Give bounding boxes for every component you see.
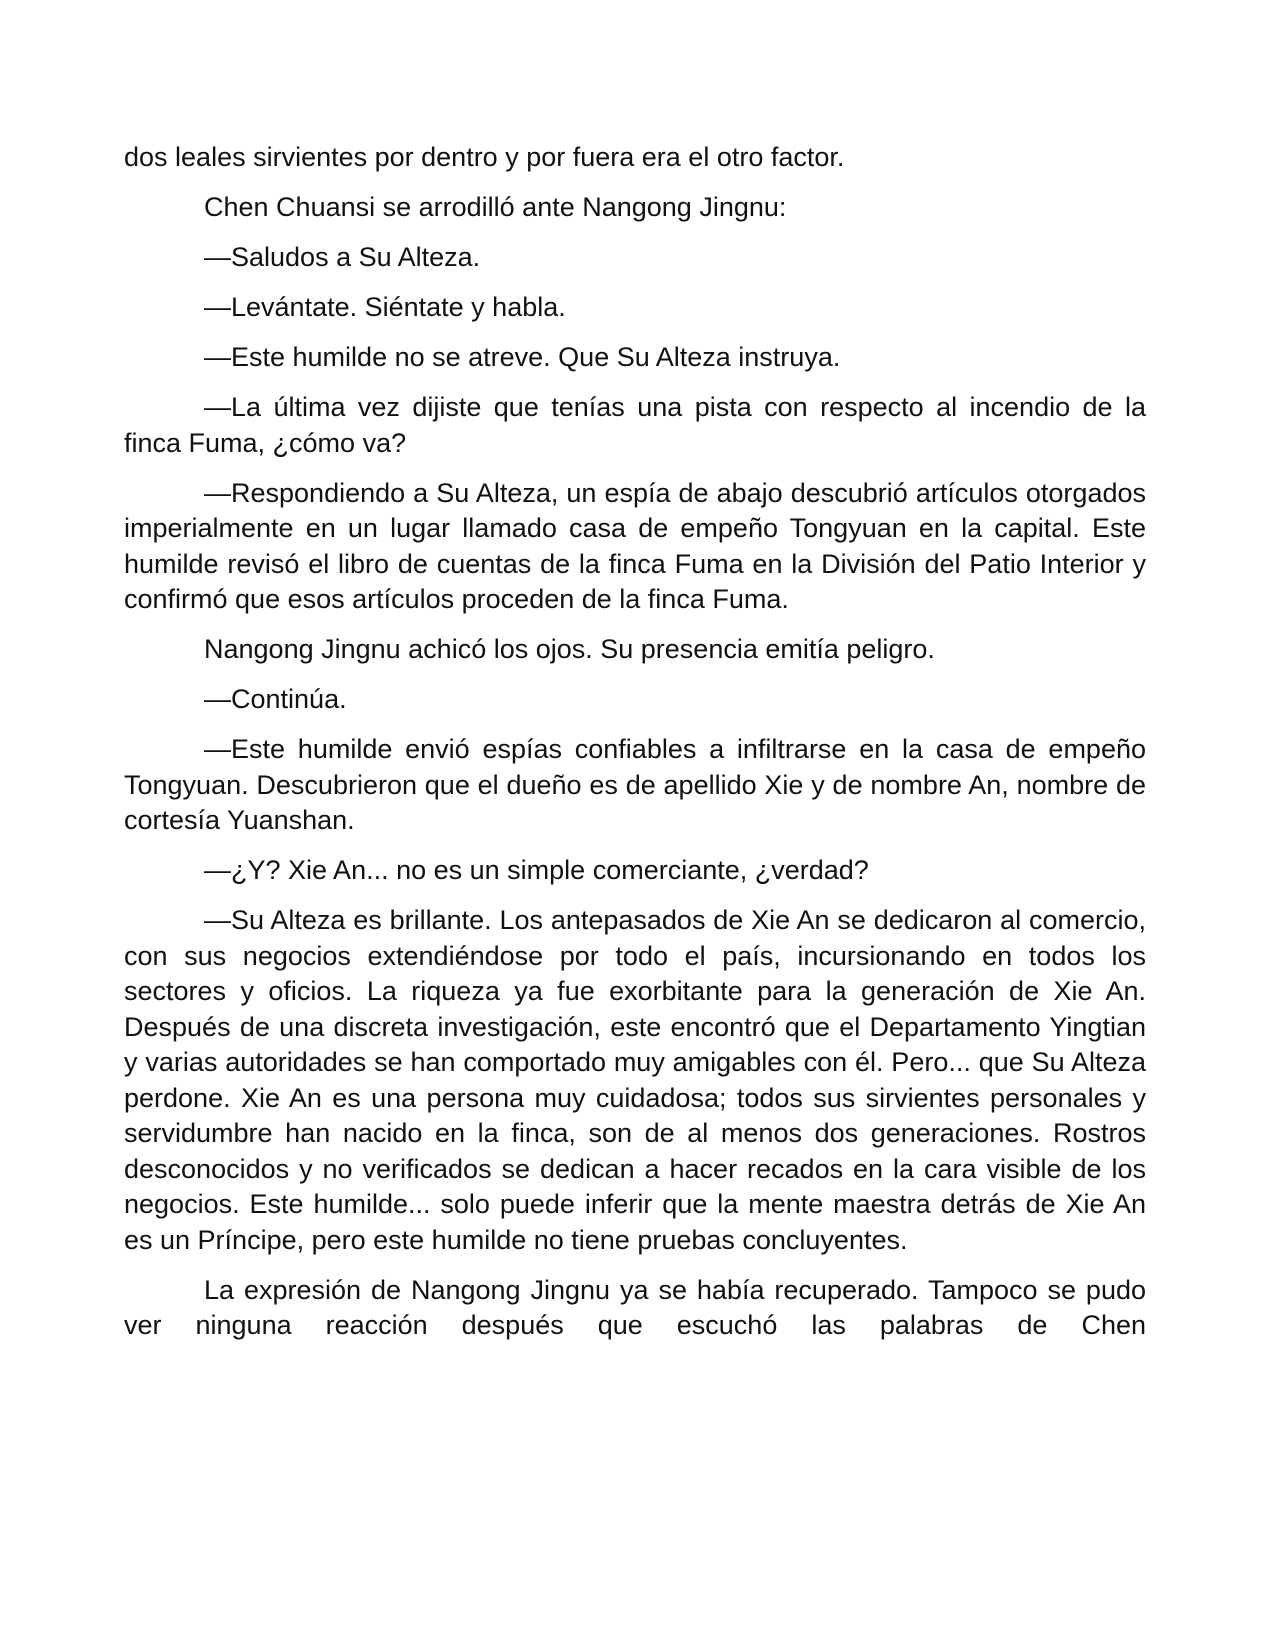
paragraph-dialogue: —Este humilde no se atreve. Que Su Alteza instruya. (204, 342, 841, 372)
paragraph-dialogue: —¿Y? Xie An... no es un simple comerciante, ¿verdad? (204, 855, 869, 885)
paragraph-dialogue: —Su Alteza es brillante. Los antepasados de Xie An se dedicaron al comercio, con sus negocios extendiéndose por todo el país, incursionando en todos los sectores y oficios. La riqueza ya fue exorbitante para la generación de Xie An. Después de una discreta investigación, este encontró que el Departamento Yingtian y varias autoridades se han comportado muy amigables con él. Pero... que Su Alteza perdone. Xie An es una persona muy cuidadosa; todos sus sirvientes personales y servidumbre han nacido en la finca, son de al menos dos generaciones. Rostros desconocidos y no verificados se dedican a hacer recados en la cara visible de los negocios. Este humilde... solo puede inferir que la mente maestra detrás de Xie An es un Príncipe, pero este humilde no tiene pruebas concluyentes. (124, 905, 1146, 1255)
paragraph-dialogue: —Saludos a Su Alteza. (204, 242, 481, 272)
document-page (124, 140, 1146, 1344)
paragraph-dialogue: —La última vez dijiste que tenías una pista con respecto al incendio de la finca Fuma, ¿cómo va? (124, 392, 1146, 458)
paragraph-narration: Nangong Jingnu achicó los ojos. Su presencia emitía peligro. (204, 634, 935, 664)
paragraph-continuation: dos leales sirvientes por dentro y por fuera era el otro factor. (124, 142, 845, 172)
paragraph-narration: La expresión de Nangong Jingnu ya se había recuperado. Tampoco se pudo ver ninguna reacción después que escuchó las palabras de Chen (124, 1274, 1146, 1340)
paragraph-dialogue: —Levántate. Siéntate y habla. (204, 292, 566, 322)
paragraph-narration: Chen Chuansi se arrodilló ante Nangong Jingnu: (204, 192, 787, 222)
paragraph-dialogue: —Continúa. (204, 684, 347, 714)
paragraph-dialogue: —Respondiendo a Su Alteza, un espía de abajo descubrió artículos otorgados imperialmente en un lugar llamado casa de empeño Tongyuan en la capital. Este humilde revisó el libro de cuentas de la finca Fuma en la División del Patio Interior y confirmó que esos artículos proceden de la finca Fuma. (124, 477, 1146, 614)
paragraph-dialogue: —Este humilde envió espías confiables a infiltrarse en la casa de empeño Tongyuan. Descubrieron que el dueño es de apellido Xie y de nombre An, nombre de cortesía Yuanshan. (124, 734, 1146, 835)
